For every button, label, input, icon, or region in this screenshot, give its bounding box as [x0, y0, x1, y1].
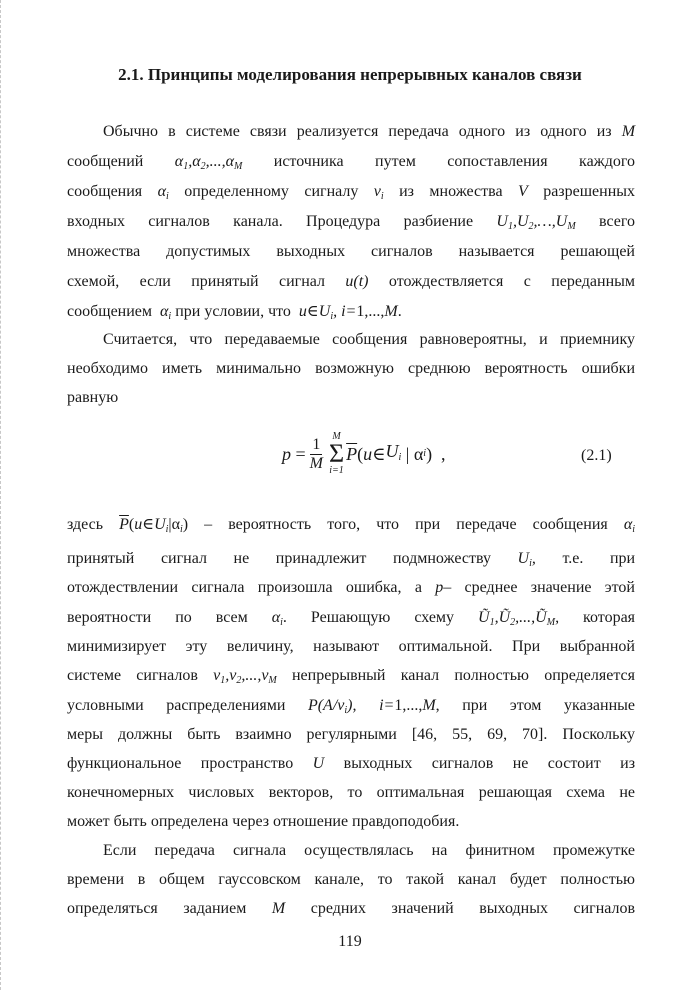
text-line: сообщением $\alpha_i$ при условии, что $u\in U_i$, i=1,...,M.: [67, 303, 402, 322]
text-line: необходимо иметь минимально возможную среднюю вероятность ошибки: [67, 360, 635, 377]
equation-2-1: p = $\frac{1}{M}$ M Σ i=1 $\overline{P}$ ( u ∈ $U_i$ | α i ) ,: [282, 431, 446, 476]
page-number: 119: [338, 933, 362, 950]
text-line: минимизирует эту величину, называют оптимальной. При выбранной: [67, 638, 635, 655]
text-line: Если передача сигнала осуществлялась на финитном промежутке: [103, 842, 635, 859]
section-heading: 2.1. Принципы моделирования непрерывных каналов связи: [118, 65, 582, 84]
text-line: времени в общем гауссовском канале, то такой канал будет полностью: [67, 871, 635, 888]
text-line: системе сигналов $v_1,v_2,...,v_M$ непрерывный канал полностью определяется: [67, 667, 635, 686]
fraction: $\frac{1}{M}$: [309, 435, 323, 472]
text-line: функциональное пространство U выходных сигналов не состоит из: [67, 755, 636, 772]
text-line: схемой, если принятый сигнал u(t) отождествляется с переданным: [67, 273, 636, 290]
text-line: множества допустимых выходных сигналов называется решающей: [67, 243, 635, 260]
text-line: принятый сигнал не принадлежит подмножеству $U_i$, т.е. при: [67, 550, 636, 569]
text-line: сообщений $\alpha_1,\alpha_2,...,\alpha_M$ источника путем сопоставления каждого: [67, 153, 636, 172]
equation-number: (2.1): [581, 447, 612, 464]
text-line: меры должны быть взаимно регулярными [46, 55, 69, 70]. Поскольку: [67, 726, 635, 743]
text-line: входных сигналов канала. Процедура разбиение $U_1,U_2,\dots,U_M$ всего: [67, 213, 636, 232]
text-line: здесь $\overline{P}(u\in U_i|\alpha_i)$ – вероятность того, что при передаче сообщения $\alpha_i$: [67, 516, 635, 535]
summation: M Σ i=1: [328, 431, 345, 476]
text-line: вероятности по всем $\alpha_i$. Решающую схему $Ũ_1,Ũ_2,...,Ũ_M$, которая: [67, 609, 636, 628]
text-line: может быть определена через отношение правдоподобия.: [67, 813, 460, 830]
text-line: определяться заданием M средних значений выходных сигналов: [67, 900, 636, 917]
text-line: Считается, что передаваемые сообщения равновероятны, и приемнику: [103, 331, 635, 348]
text-line: Обычно в системе связи реализуется передача одного из одного из M: [103, 123, 636, 140]
text-line: отождествлении сигнала произошла ошибка, а p– среднее значение этой: [67, 579, 635, 596]
text-line: равную: [67, 389, 119, 406]
text-line: условными распределениями $P(A/v_i)$, i=1,...,M, при этом указанные: [67, 697, 635, 716]
text-line: конечномерных числовых векторов, то оптимальная решающая схема не: [67, 784, 635, 801]
text-line: сообщения $\alpha_i$ определенному сигналу $v_i$ из множества V разрешенных: [67, 183, 636, 202]
